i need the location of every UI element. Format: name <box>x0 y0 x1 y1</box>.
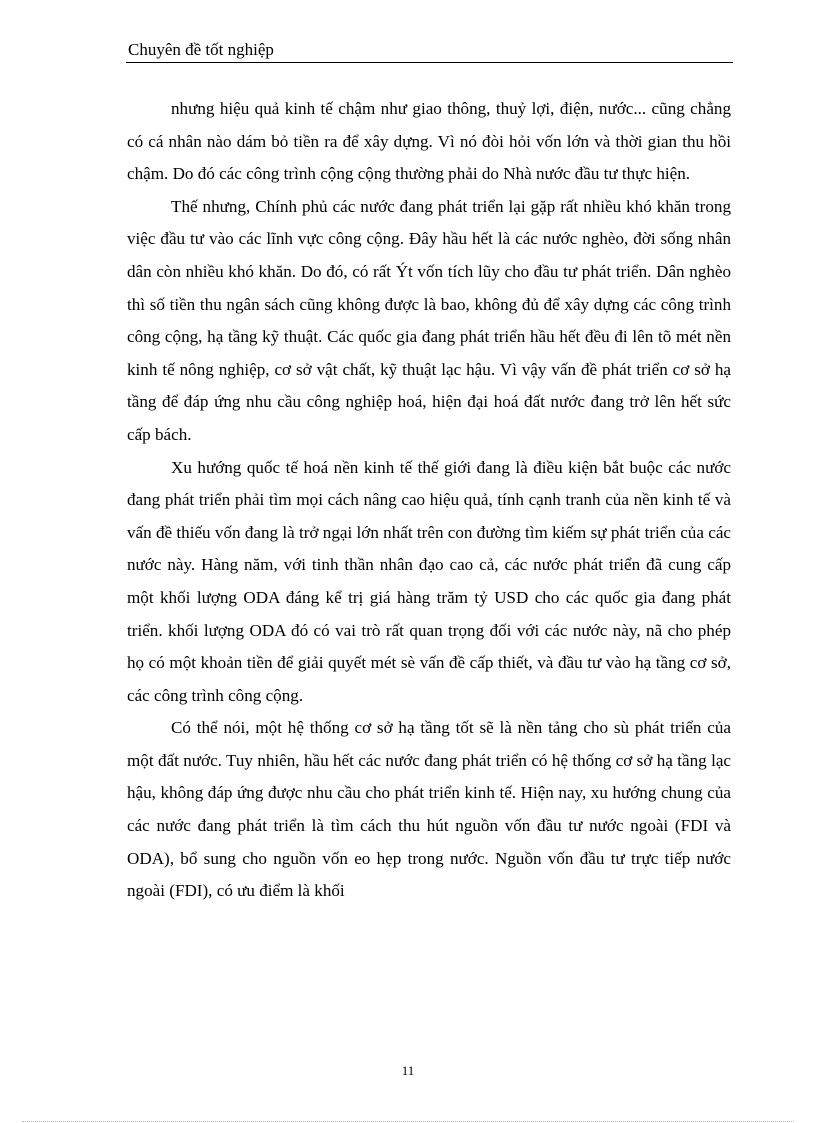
body-text <box>127 93 731 908</box>
page-header <box>126 38 733 63</box>
page-bottom-divider <box>22 1121 794 1122</box>
page-number: 11 <box>401 1063 415 1078</box>
paragraph-2: Thế nhưng, Chính phủ các nước đang phát triển lại gặp rất nhiều khó khăn trong việc đầu tư vào các lĩnh vực công cộng. Đây hầu hết là các nước nghèo, đời sống nhân dân còn nhiều khó khăn. Do đó, có rất Ýt vốn tích lũy cho đầu tư phát triển. Dân nghèo thì số tiền thu ngân sách cũng không được là bao, không đủ để xây dựng các công trình công cộng, hạ tầng kỹ thuật. Các quốc gia đang phát triển hầu hết đều đi lên tõ mét nền kinh tế nông nghiệp, cơ sở vật chất, kỹ thuật lạc hậu. Vì vậy vấn đề phát triển cơ sở hạ tầng để đáp ứng nhu cầu công nghiệp hoá, hiện đại hoá đất nước đang trở lên hết sức cấp bách. <box>127 196 731 444</box>
paragraph-1: nhưng hiệu quả kinh tế chậm như giao thông, thuỷ lợi, điện, nước... cũng chẳng có cá nhân nào dám bỏ tiền ra để xây dựng. Vì nó đòi hỏi vốn lớn và thời gian thu hồi chậm. Do đó các công trình cộng cộng thường phải do Nhà nước đầu tư thực hiện. <box>127 99 731 184</box>
header-title: Chuyên đề tốt nghiệp <box>128 40 274 59</box>
paragraph-3: Xu hướng quốc tế hoá nền kinh tế thế giới đang là điều kiện bắt buộc các nước đang phát triển phải tìm mọi cách nâng cao hiệu quả, tính cạnh tranh của nền kinh tế và vấn đề thiếu vốn đang là trở ngại lớn nhất trên con đường tìm kiếm sự phát triển của các nước này. Hàng năm, với tinh thần nhân đạo cao cả, các nước phát triển đã cung cấp một khối lượng ODA đáng kể trị giá hàng trăm tỷ USD cho các quốc gia đang phát triển. khối lượng ODA đó có vai trò rất quan trọng đối với các nước này, nã cho phép họ có một khoản tiền để giải quyết mét sè vấn đề cấp thiết, và đầu tư vào hạ tầng cơ sở, các công trình công cộng. <box>127 457 731 705</box>
paragraph-4: Có thể nói, một hệ thống cơ sở hạ tầng tốt sẽ là nền tảng cho sù phát triển của một đất nước. Tuy nhiên, hầu hết các nước đang phát triển có hệ thống cơ sở hạ tầng lạc hậu, không đáp ứng được nhu cầu cho phát triển kinh tế. Hiện nay, xu hướng chung của các nước đang phát triển là tìm cách thu hút nguồn vốn đầu tư nước ngoài (FDI và ODA), bổ sung cho nguồn vốn eo hẹp trong nước. Nguồn vốn đầu tư trực tiếp nước ngoài (FDI), có ưu điểm là khối <box>127 718 731 901</box>
